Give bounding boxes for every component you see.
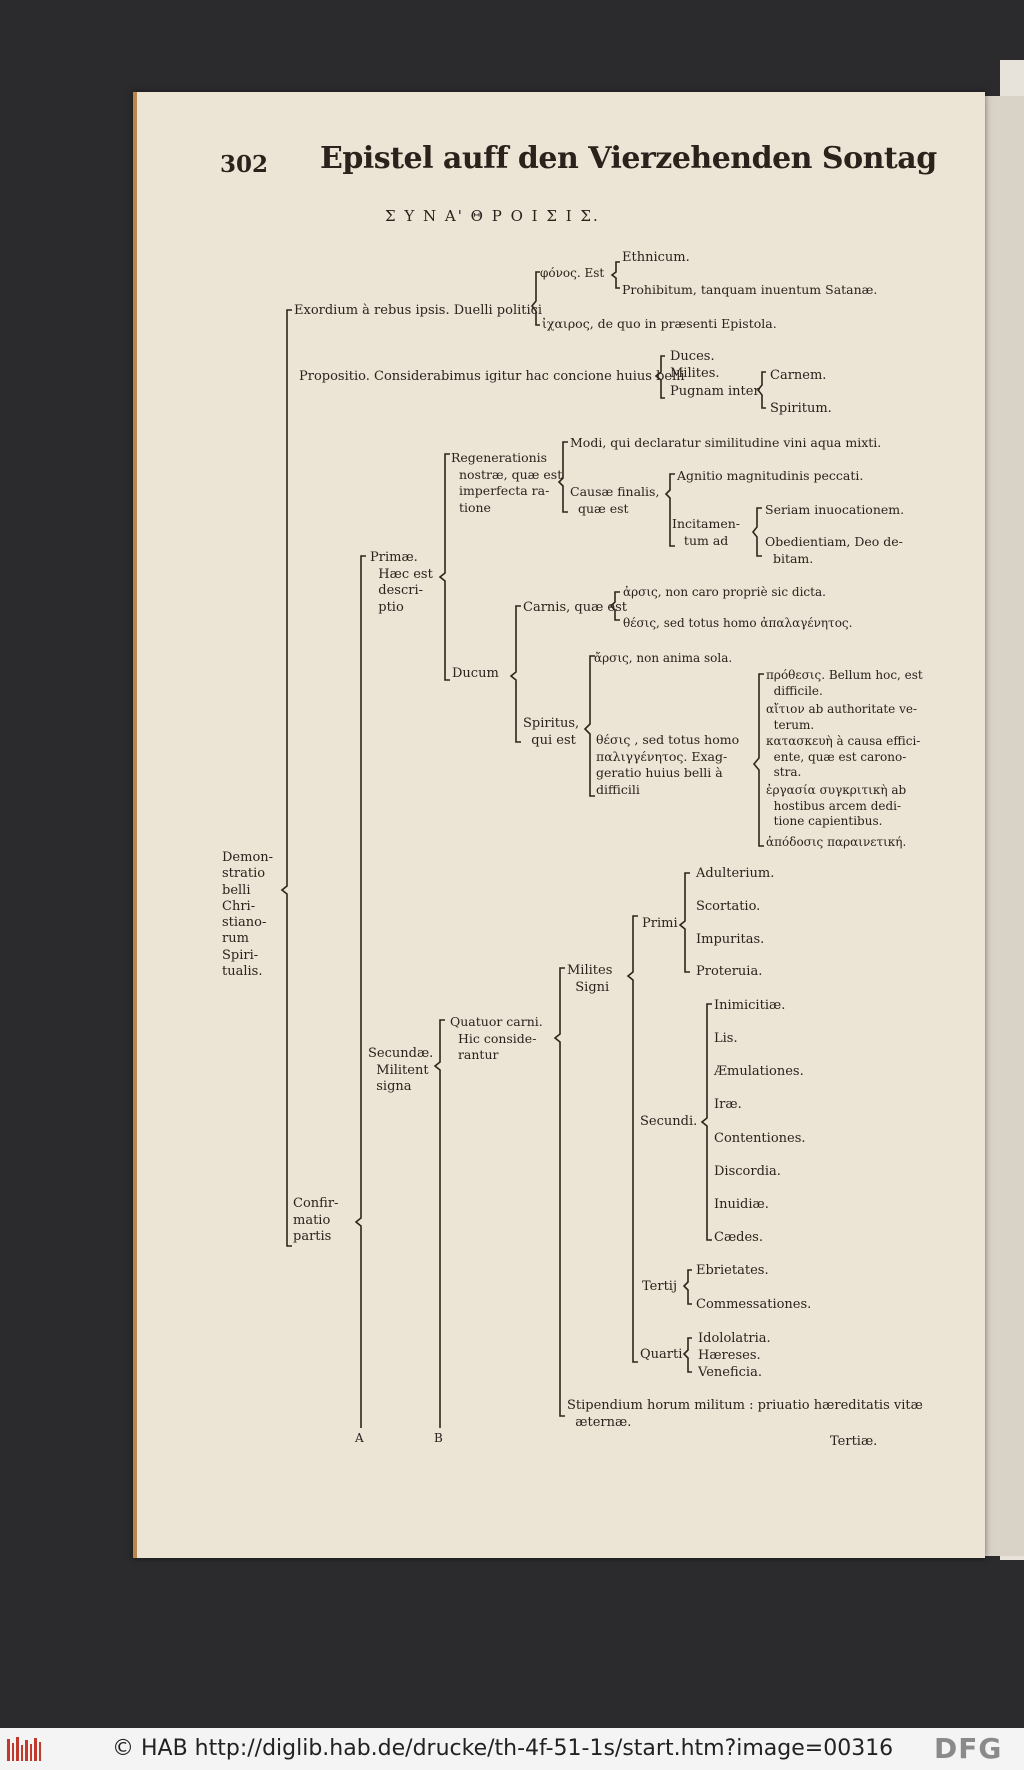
secundi-label: Secundi. [640, 1114, 698, 1129]
footer-credit[interactable]: © HAB http://diglib.hab.de/drucke/th-4f-51-1s/start.htm?image=00316 [112, 1736, 894, 1761]
secundi-item: Contentiones. [714, 1131, 806, 1146]
exordium-ethnicum: Ethnicum. [622, 250, 690, 265]
primi-item: Adulterium. [696, 866, 775, 881]
modi-text: Modi, qui declaratur similitudine vini aqua mixti. [570, 435, 882, 450]
propositio-carnem: Carnem. [770, 368, 827, 383]
quarti-item: Hæreses. [698, 1348, 761, 1363]
propositio-pugnam: Pugnam inter [670, 384, 760, 399]
tertij-item: Commessationes. [696, 1297, 812, 1312]
catchword: Tertiæ. [830, 1434, 878, 1449]
dfg-logo: DFG [934, 1732, 1003, 1765]
secundi-item: Inimicitiæ. [714, 998, 786, 1013]
exordium-label: Exordium à rebus ipsis. Duelli politici [294, 303, 543, 318]
spiritus-arsis: ἄρσις, non anima sola. [594, 651, 733, 665]
secundi-item: Inuidiæ. [714, 1197, 769, 1212]
ducum-label: Ducum [452, 666, 499, 681]
secundi-item: Discordia. [714, 1164, 781, 1179]
primae-label: Primæ. Hæc est descri- ptio [370, 550, 433, 615]
carnis-label: Carnis, quæ est [523, 600, 628, 615]
obedientiam-text: Obedientiam, Deo de- bitam. [765, 534, 903, 566]
confirmatio-label: Confir- matio partis [293, 1196, 339, 1244]
incitamentum-label: Incitamen- tum ad [672, 516, 740, 548]
quarti-item: Idololatria. [698, 1331, 771, 1346]
footer-bar [0, 1728, 1024, 1770]
kataskeue-text: κατασκευὴ à causa effici- ente, quæ est carono- stra. [766, 734, 921, 779]
signature-mark-a: A [355, 1431, 364, 1445]
regenerationis-label: Regenerationis nostræ, quæ est imperfecta ra- tione [451, 450, 563, 515]
page-number: 302 [220, 151, 269, 178]
agnitio-text: Agnitio magnitudinis peccati. [677, 468, 864, 483]
spiritus-thesis: θέσις , sed totus homo παλιγγένητος. Exag- geratio huius belli à difficili [596, 732, 740, 797]
ergasia-text: ἐργασία συγκριτικὴ ab hostibus arcem dedi- tione capientibus. [766, 783, 907, 828]
primi-item: Proteruia. [696, 964, 763, 979]
stipendium-text: Stipendium horum militum : priuatio hæreditatis vitæ æternæ. [567, 1398, 923, 1430]
tertij-item: Ebrietates. [696, 1263, 769, 1278]
propositio-spiritum: Spiritum. [770, 401, 832, 416]
signature-mark-b: B [434, 1431, 443, 1445]
exordium-ixairos: ἰχαιρος, de quo in præsenti Epistola. [542, 316, 777, 331]
spiritus-label: Spiritus, qui est [523, 716, 580, 748]
quatuor-label: Quatuor carni. Hic conside- rantur [450, 1014, 543, 1062]
propositio-milites: Milites. [670, 366, 720, 381]
tertij-label: Tertij [642, 1279, 677, 1294]
carnis-arsis: ἀρσις, non caro propriè sic dicta. [623, 585, 826, 599]
aitiologia-text: αἴτιον ab authoritate ve- terum. [766, 702, 918, 732]
root-label: Demon- stratio belli Chri- stiano- rum Spiri- tualis. [222, 850, 274, 980]
section-title: Σ Υ Ν Α' Θ Ρ Ο Ι Σ Ι Σ. [385, 207, 600, 225]
exordium-prohibitum: Prohibitum, tanquam inuentum Satanæ. [622, 282, 878, 297]
secundi-item: Cædes. [714, 1230, 763, 1245]
secundi-item: Lis. [714, 1031, 738, 1046]
milites-signi-label: Milites Signi [567, 963, 613, 995]
primi-item: Scortatio. [696, 899, 761, 914]
propositio-label: Propositio. Considerabimus igitur hac concione huius belli [299, 369, 685, 384]
secundi-item: Æmulationes. [714, 1064, 804, 1079]
primi-item: Impuritas. [696, 932, 765, 947]
seriam-text: Seriam inuocationem. [765, 502, 905, 517]
propositio-duces: Duces. [670, 349, 715, 364]
quarti-item: Veneficia. [698, 1365, 762, 1380]
exordium-fonos: φόνος. Est [540, 266, 605, 280]
secundae-label: Secundæ. Militent signa [368, 1046, 434, 1094]
apodosis-text: ἀπόδοσις παραινετική. [766, 835, 907, 849]
quarti-label: Quarti [640, 1347, 683, 1362]
next-page-strip [982, 96, 1024, 1556]
causae-label: Causæ finalis, quæ est [570, 484, 660, 516]
primi-label: Primi [642, 916, 678, 931]
prothesis-text: πρόθεσις. Bellum hoc, est difficile. [766, 668, 923, 698]
running-title: Epistel auff den Vierzehenden Sontag [320, 141, 937, 176]
library-logo-icon [6, 1735, 46, 1763]
carnis-thesis: θέσις, sed totus homo ἀπαλαγένητος. [623, 616, 853, 630]
secundi-item: Iræ. [714, 1097, 742, 1112]
